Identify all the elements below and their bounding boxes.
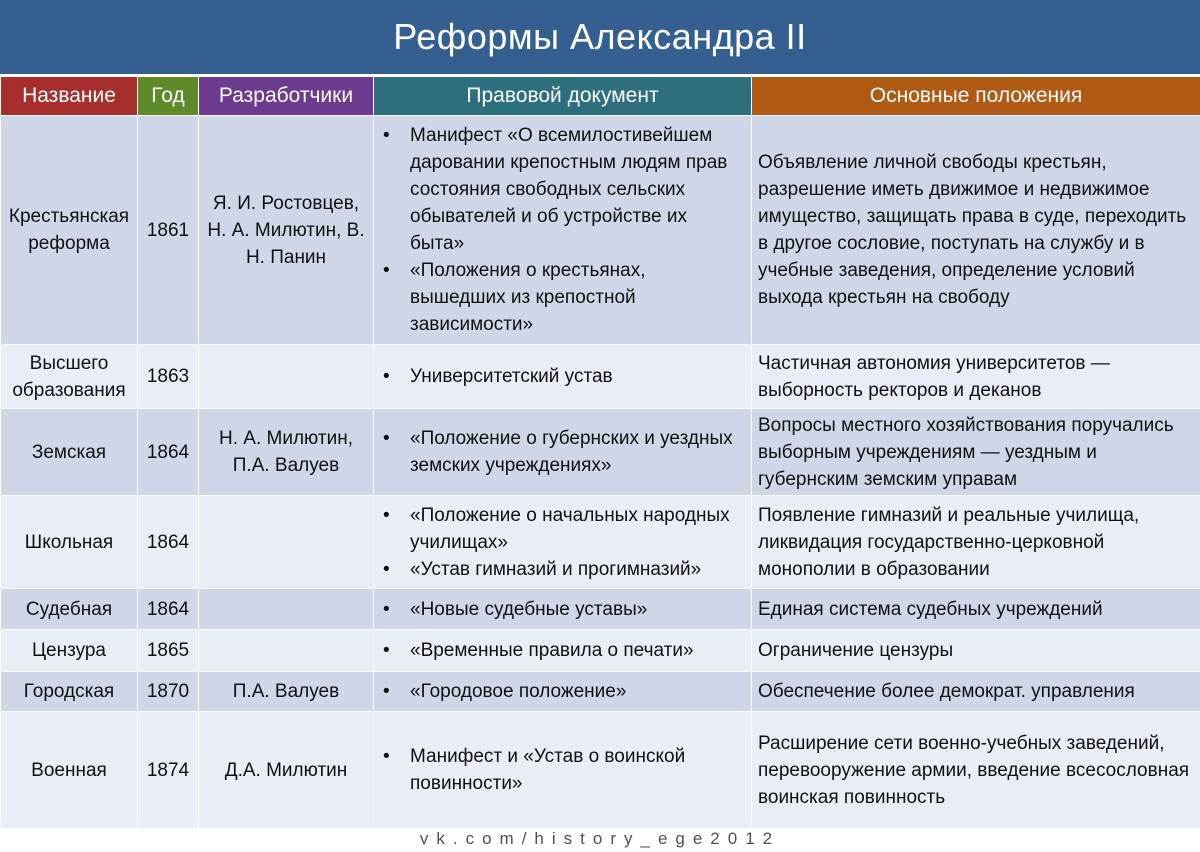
header-year: Год [138,77,199,116]
reform-developers [199,345,374,409]
document-item: • «Положение о начальных народных училищах» [410,502,745,556]
reform-developers: Д.А. Милютин [199,712,374,829]
table-row [1,672,1200,712]
reform-documents [374,712,752,829]
reform-developers: Я. И. Ростовцев, Н. А. Милютин, В. Н. Панин [199,116,374,345]
reform-name: Крестьянская реформа [1,116,138,345]
reform-documents [374,589,752,630]
reform-provisions: Объявление личной свободы крестьян, разрешение иметь движимое и недвижимое имущество, защищать права в суде, переходить в другое сословие, поступать на службу и в учебные заведения, определение условий выхода крестьян на свободу [752,116,1200,345]
table-row [1,712,1200,829]
document-item: • «Городовое положение» [410,678,745,705]
reform-provisions: Единая система судебных учреждений [752,589,1200,630]
document-item: • «Положения о крестьянах, вышедших из крепостной зависимости» [410,257,745,338]
reform-provisions: Появление гимназий и реальные училища, ликвидация государственно-церковной монополии в образовании [752,496,1200,589]
table-row [1,496,1200,589]
document-item: • «Новые судебные уставы» [410,596,745,623]
reform-name: Городская [1,672,138,712]
table-row [1,409,1200,496]
document-item: • Манифест «О всемилостивейшем даровании крепостным людям прав состояния свободных сельских обывателей и об устройстве их быта» [410,122,745,257]
reform-provisions: Частичная автономия университетов — выборность ректоров и деканов [752,345,1200,409]
header-developers: Разработчики [199,77,374,116]
header-name: Название [1,77,138,116]
reform-documents [374,630,752,672]
reform-developers: П.А. Валуев [199,672,374,712]
document-item: • «Устав гимназий и прогимназий» [410,556,745,583]
reform-documents [374,409,752,496]
reform-year: 1864 [138,496,199,589]
table-row [1,630,1200,672]
table-header-row [1,77,1200,116]
reform-developers [199,496,374,589]
reform-name: Судебная [1,589,138,630]
reform-name: Военная [1,712,138,829]
reform-year: 1874 [138,712,199,829]
reform-provisions: Расширение сети военно-учебных заведений, перевооружение армии, введение всесословная воинская повинность [752,712,1200,829]
reform-year: 1864 [138,409,199,496]
reform-name: Земская [1,409,138,496]
reform-documents [374,496,752,589]
reform-year: 1870 [138,672,199,712]
reform-name: Цензура [1,630,138,672]
document-item: • «Временные правила о печати» [410,637,745,664]
footer-watermark: vk.com/history_ege2012 [419,829,781,848]
reform-name: Высшего образования [1,345,138,409]
reform-developers [199,630,374,672]
reform-developers: Н. А. Милютин, П.А. Валуев [199,409,374,496]
reform-provisions: Обеспечение более демократ. управления [752,672,1200,712]
table-row [1,589,1200,630]
reform-documents [374,672,752,712]
reform-year: 1865 [138,630,199,672]
reform-year: 1864 [138,589,199,630]
header-provisions: Основные положения [752,77,1200,116]
table-row [1,116,1200,345]
reform-documents [374,116,752,345]
reform-documents [374,345,752,409]
document-item: • «Положение о губернских и уездных земских учреждениях» [410,425,745,479]
document-item: • Манифест и «Устав о воинской повинности» [410,743,745,797]
reform-provisions: Ограничение цензуры [752,630,1200,672]
table-row [1,345,1200,409]
reform-developers [199,589,374,630]
document-item: • Университетский устав [410,363,745,390]
header-document: Правовой документ [374,77,752,116]
reforms-table [0,76,1200,829]
page-title: Реформы Александра II [0,0,1200,77]
reform-provisions: Вопросы местного хозяйствования поручались выборным учреждениям — уездным и губернским земским управам [752,409,1200,496]
reform-year: 1861 [138,116,199,345]
reform-name: Школьная [1,496,138,589]
reform-year: 1863 [138,345,199,409]
